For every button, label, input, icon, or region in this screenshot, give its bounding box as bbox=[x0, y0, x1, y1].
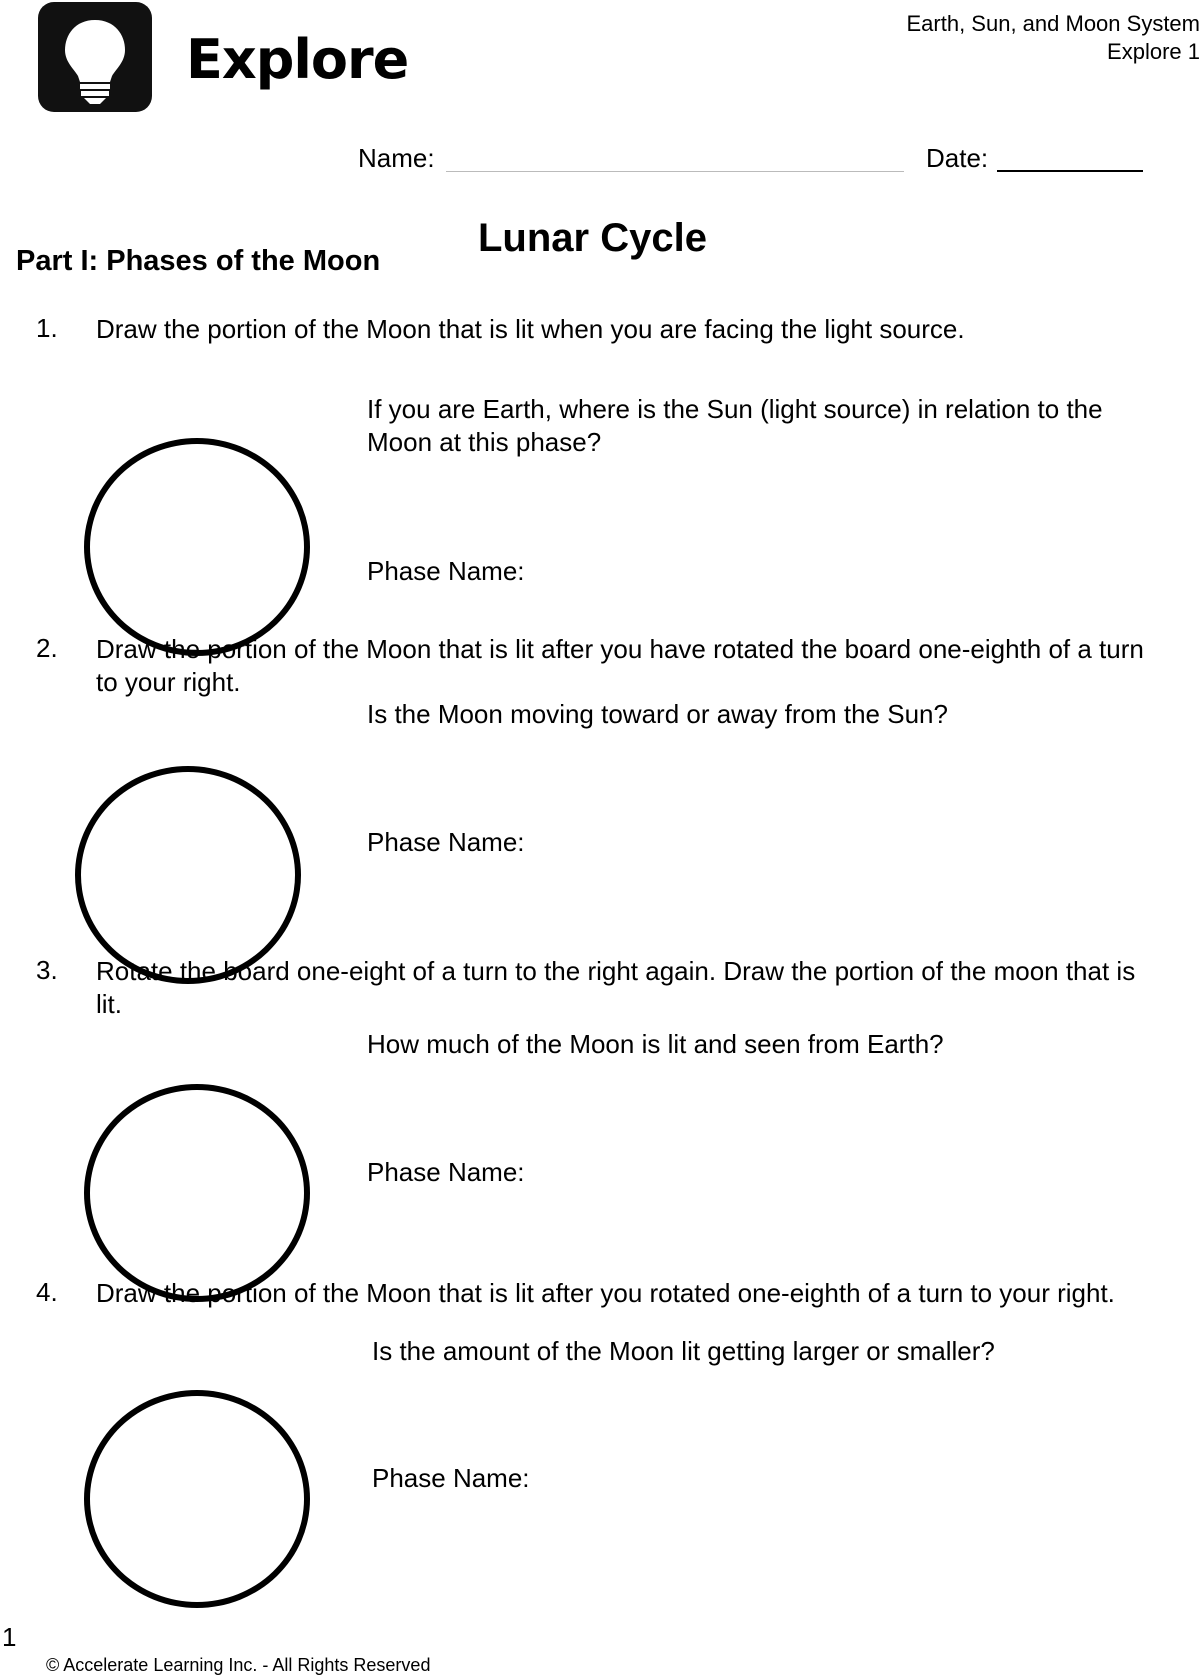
phase-name-label: Phase Name: bbox=[372, 1463, 530, 1493]
header-info bbox=[870, 10, 1200, 66]
question-number: 1. bbox=[36, 313, 58, 343]
brand-title: Explore bbox=[186, 28, 409, 91]
moon-drawing-circle[interactable] bbox=[84, 1390, 310, 1608]
moon-drawing-circle[interactable] bbox=[75, 766, 301, 984]
section-name: Explore 1 bbox=[1107, 39, 1200, 64]
unit-name: Earth, Sun, and Moon System bbox=[906, 11, 1200, 36]
date-field[interactable] bbox=[997, 170, 1143, 172]
sub-question: Is the amount of the Moon lit getting larger or smaller? bbox=[372, 1336, 995, 1366]
date-label: Date: bbox=[926, 143, 989, 173]
question-number: 3. bbox=[36, 955, 58, 985]
part-heading: Part I: Phases of the Moon bbox=[16, 245, 381, 277]
phase-name-label: Phase Name: bbox=[367, 1157, 525, 1187]
question-text: Draw the portion of the Moon that is lit after you have rotated the board one-eighth of a turn to your right. bbox=[96, 634, 1144, 697]
question-text: Rotate the board one-eight of a turn to the right again. Draw the portion of the moon that is lit. bbox=[96, 956, 1136, 1019]
question-text: Draw the portion of the Moon that is lit when you are facing the light source. bbox=[96, 314, 965, 344]
moon-drawing-circle[interactable] bbox=[84, 438, 310, 656]
moon-drawing-circle[interactable] bbox=[84, 1084, 310, 1302]
page-title: Lunar Cycle bbox=[478, 216, 707, 260]
phase-name-label: Phase Name: bbox=[367, 827, 525, 857]
page-number: 1 bbox=[2, 1622, 17, 1652]
sub-question: If you are Earth, where is the Sun (light source) in relation to the Moon at this phase? bbox=[367, 394, 1103, 457]
question-number: 2. bbox=[36, 633, 58, 663]
question-text: Draw the portion of the Moon that is lit after you rotated one-eighth of a turn to your right. bbox=[96, 1278, 1115, 1308]
copyright-footer: © Accelerate Learning Inc. - All Rights Reserved bbox=[46, 1655, 431, 1675]
name-label: Name: bbox=[358, 143, 435, 173]
question-number: 4. bbox=[36, 1277, 58, 1307]
name-field[interactable] bbox=[446, 171, 904, 172]
phase-name-label: Phase Name: bbox=[367, 556, 525, 586]
sub-question: How much of the Moon is lit and seen from Earth? bbox=[367, 1029, 944, 1059]
sub-question: Is the Moon moving toward or away from the Sun? bbox=[367, 699, 948, 729]
lightbulb-logo-icon bbox=[38, 2, 152, 112]
